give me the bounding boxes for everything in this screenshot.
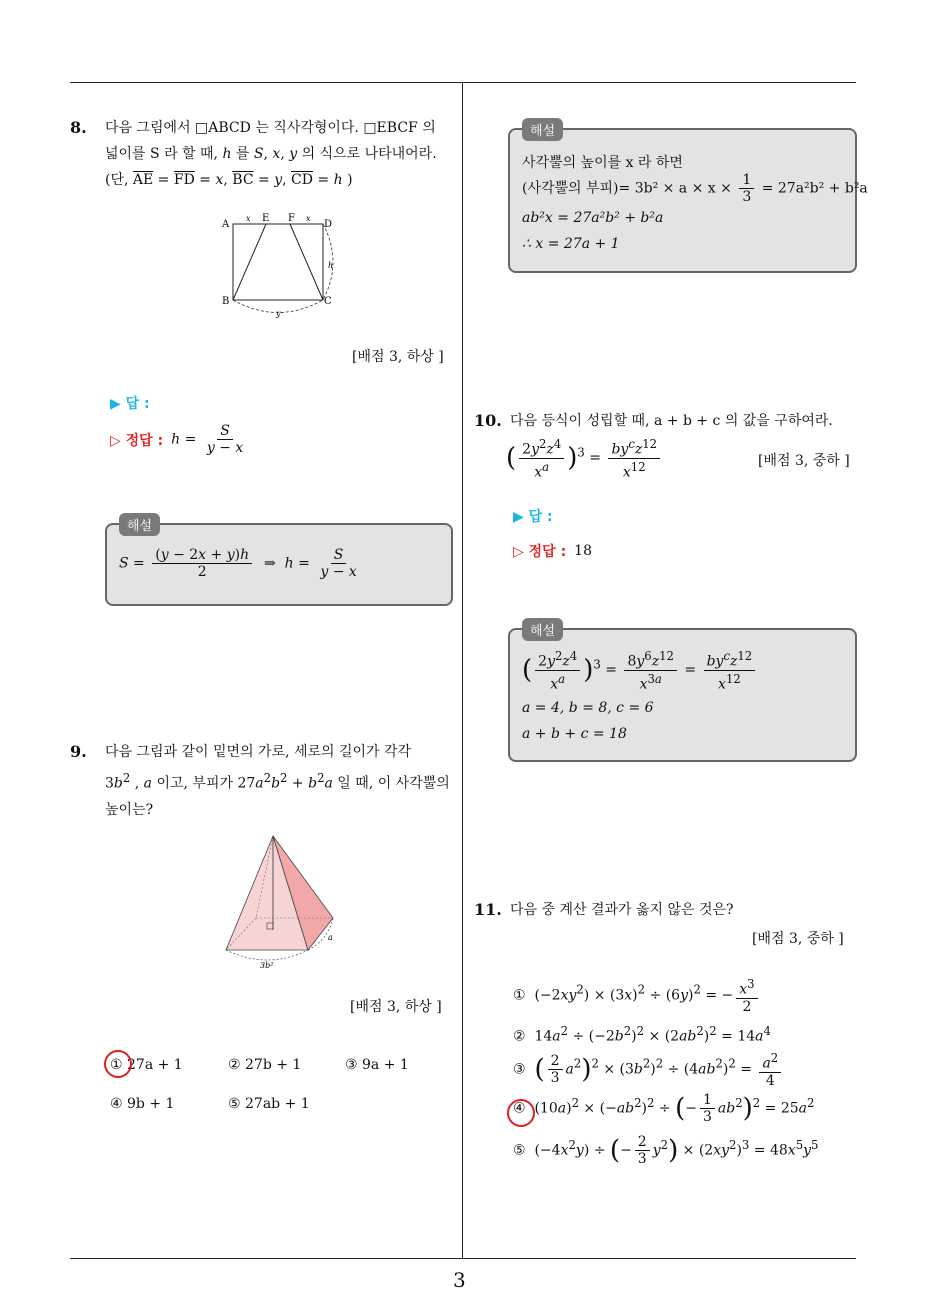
q9-solution-box: 해설 사각뿔의 높이를 x 라 하면 (사각뿔의 부피)= 3b² × a × x × $\frac{1}{3}$ = 27a²b² + b²a ab²x = 27a²b² + b²a ∴ x = 27a + 1 xyxy=(508,128,857,273)
solution-tag: 해설 xyxy=(522,618,563,641)
q9-choice-2[interactable]: ② 27b + 1 xyxy=(228,1057,302,1073)
q8-rectangle-figure xyxy=(218,210,348,322)
q10-equation: ( $\frac{2y^2z^4}{x^a}$ )$^3$ = $\frac{by^cz^{12}}{x^{12}}$ xyxy=(506,436,663,480)
q9-meta: [배점 3, 하상 ] xyxy=(350,999,442,1015)
q9-answer-mark xyxy=(104,1050,132,1078)
label-C: C xyxy=(324,296,332,307)
q8-solution-box: 해설 S = $\frac{(y - 2x + y)h}{2}$ ⇒ h = $\frac{S}{y - x}$ xyxy=(105,523,453,606)
q11-choice-3[interactable]: ③ ( $\frac{2}{3}$ $a^2)^2 \times (3b^2)^2 \div (4ab^2)^2$ = $\frac{a^2}{4}$ xyxy=(513,1050,784,1089)
label-a: a xyxy=(328,933,333,942)
q8-text: 다음 그림에서 □ABCD 는 직사각형이다. □EBCF 의 넓이를 S 라 할 때, h 를 S, x, y 의 식으로 나타내어라. (단, $\overline{AE} = \overline{FD} = x$, $\overline{BC} = y$, $\overline{CD} = h$ ) xyxy=(105,120,437,188)
label-B: B xyxy=(222,296,230,307)
q8-number: 8. xyxy=(70,118,87,137)
label-F: F xyxy=(288,213,295,224)
q10-correct-answer: ▷ 정답 : 18 xyxy=(513,543,592,560)
q11-choice-2[interactable]: ② $14a^2 \div (-2b^2)^2 \times (2ab^2)^2 = 14a^4$ xyxy=(513,1024,771,1045)
top-rule xyxy=(70,82,856,83)
q11-choice-1[interactable]: ① $(-2xy^2) \times (3x)^2 \div (6y)^2$ = − $\frac{x^3}{2}$ xyxy=(513,976,761,1015)
q10-number: 10. xyxy=(474,411,502,430)
label-A: A xyxy=(222,219,230,230)
label-D: D xyxy=(324,219,333,230)
q10-meta: [배점 3, 중하 ] xyxy=(758,453,850,469)
label-x1: x xyxy=(246,214,251,223)
label-3b2: 3b² xyxy=(260,961,274,970)
solution-tag: 해설 xyxy=(119,513,160,536)
page-number: 3 xyxy=(453,1268,466,1292)
q11-choice-4[interactable]: ④ $(10a)^2 \times (-ab^2)^2$ ÷ (− $\frac{1}{3}$ $ab^2)^2 = 25a^2$ xyxy=(513,1092,815,1125)
q11-choice-5[interactable]: ⑤ $(-4x^2y)$ ÷ (− $\frac{2}{3}$ $y^2) \times (2xy^2)^3 = 48x^5y^5$ xyxy=(513,1134,819,1167)
q11-meta: [배점 3, 중하 ] xyxy=(752,931,844,947)
q9-choice-5[interactable]: ⑤ 27ab + 1 xyxy=(228,1096,310,1112)
label-h: h xyxy=(328,261,334,270)
q8-meta: [배점 3, 하상 ] xyxy=(352,349,444,365)
q9-choice-3[interactable]: ③ 9a + 1 xyxy=(345,1057,409,1073)
q8-correct-answer: ▷ 정답 : h = $\frac{S}{y - x}$ xyxy=(110,423,244,456)
solution-tag: 해설 xyxy=(522,118,563,141)
label-E: E xyxy=(262,213,270,224)
q10-text: 다음 등식이 성립할 때, a + b + c 의 값을 구하여라. xyxy=(510,413,833,429)
q9-choice-1[interactable]: ① 27a + 1 xyxy=(110,1057,183,1073)
q11-text: 다음 중 계산 결과가 옳지 않은 것은? xyxy=(510,902,734,918)
q8-answer-label: ▶ 답 : xyxy=(110,396,150,412)
q9-choice-4[interactable]: ④ 9b + 1 xyxy=(110,1096,175,1112)
q10-answer-label: ▶ 답 : xyxy=(513,509,553,525)
q11-number: 11. xyxy=(474,900,502,919)
label-x2: x xyxy=(306,214,311,223)
bottom-rule xyxy=(70,1258,856,1259)
label-y: y xyxy=(276,309,281,318)
q9-number: 9. xyxy=(70,742,87,761)
q11-answer-mark xyxy=(507,1099,535,1127)
column-divider xyxy=(462,82,463,1258)
q9-pyramid-figure xyxy=(218,830,342,972)
q9-text: 다음 그림과 같이 밑면의 가로, 세로의 길이가 각각 $3b^2$ , a 이고, 부피가 $27a^2b^2 + b^2a$ 일 때, 이 사각뿔의 높이는? xyxy=(105,744,450,818)
q10-solution-box: 해설 ( $\frac{2y^2z^4}{x^a}$ )$^3$ = $\frac{8y^6z^{12}}{x^{3a}}$ = $\frac{by^cz^{12}}{x^{12}}$ a = 4, b = 8, c = 6 a + b + c = 18 xyxy=(508,628,857,762)
